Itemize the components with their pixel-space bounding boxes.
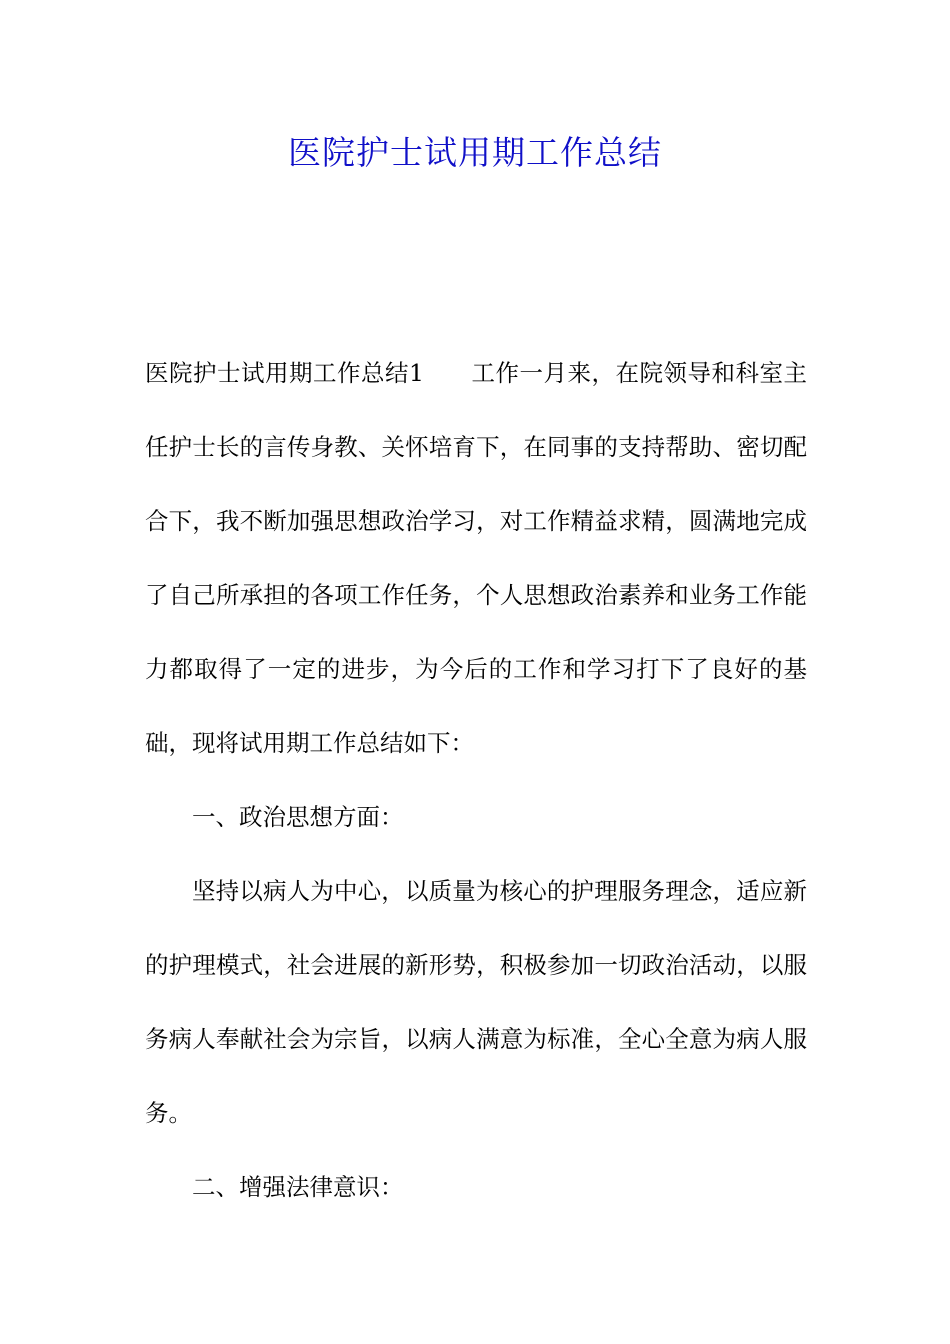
- intro-paragraph: [145, 336, 807, 780]
- document-title: 医院护士试用期工作总结: [288, 133, 662, 172]
- summary-heading-label: 医院护士试用期工作总结1: [145, 359, 424, 387]
- intro-text: 工作一月来，在院领导和科室主任护士长的言传身教、关怀培育下，在同事的支持帮助、密切配合下，我不断加强思想政治学习，对工作精益求精，圆满地完成了自己所承担的各项工作任务，个人思想政治素养和业务工作能力都取得了一定的进步，为今后的工作和学习打下了良好的基础，现将试用期工作总结如下：: [145, 359, 808, 757]
- document-body: [145, 336, 807, 1224]
- section-1-paragraph: 坚持以病人为中心，以质量为核心的护理服务理念，适应新的护理模式，社会进展的新形势，积极参加一切政治活动，以服务病人奉献社会为宗旨，以病人满意为标准，全心全意为病人服务。: [145, 877, 807, 1127]
- section-2-heading: 二、增强法律意识：: [192, 1173, 404, 1201]
- section-1-heading: 一、政治思想方面：: [192, 803, 404, 831]
